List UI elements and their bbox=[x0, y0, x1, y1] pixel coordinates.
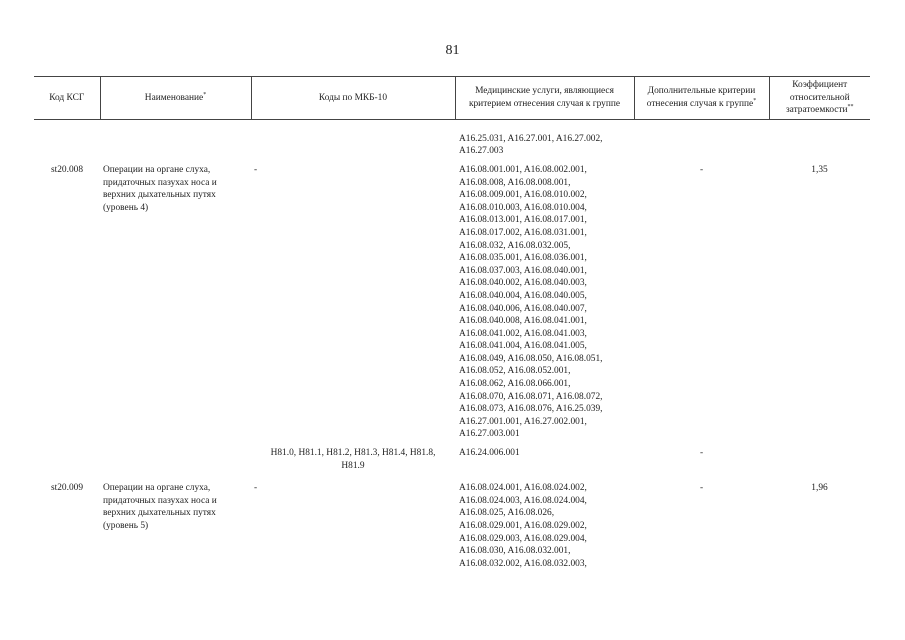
table-body bbox=[34, 119, 870, 570]
cell-name bbox=[100, 158, 251, 441]
table-row bbox=[34, 119, 870, 158]
cell-line: A16.08.035.001, A16.08.036.001, bbox=[459, 253, 587, 264]
ksg-table bbox=[34, 76, 870, 570]
cell-coefficient bbox=[769, 441, 870, 472]
cell-line: A16.08.040.004, A16.08.040.005, bbox=[459, 290, 587, 301]
header-mkb: Коды по МКБ-10 bbox=[251, 77, 455, 120]
cell-coefficient bbox=[769, 119, 870, 158]
cell-line: A16.08.032.002, A16.08.032.003, bbox=[459, 558, 587, 569]
cell-mkb bbox=[251, 119, 455, 158]
cell-mkb: - bbox=[254, 164, 258, 175]
cell-line: A16.08.073, A16.08.076, A16.25.039, bbox=[459, 404, 603, 415]
cell-extra-criteria: - bbox=[699, 483, 704, 494]
cell-line: A16.25.031, A16.27.001, A16.27.002, bbox=[459, 133, 603, 144]
cell-line: H81.9 bbox=[341, 460, 365, 471]
header-coefficient: Коэффициент относительной затратоемкости** bbox=[769, 77, 870, 120]
cell-line: A16.27.001.001, A16.27.002.001, bbox=[459, 416, 587, 427]
cell-extra-criteria: - bbox=[699, 448, 704, 459]
cell-code: st20.009 bbox=[50, 483, 84, 494]
cell-line: A16.08.052, A16.08.052.001, bbox=[459, 366, 571, 377]
cell-line: A16.27.003 bbox=[459, 146, 504, 157]
cell-mkb bbox=[251, 441, 455, 472]
cell-line: A16.08.040.002, A16.08.040.003, bbox=[459, 278, 587, 289]
cell-line: A16.08.040.008, A16.08.041.001, bbox=[459, 316, 587, 327]
page-number: 81 bbox=[445, 43, 460, 58]
table-header-row bbox=[34, 77, 870, 120]
cell-line: A16.08.029.001, A16.08.029.002, bbox=[459, 521, 587, 531]
cell-line: придаточных пазухах носа и bbox=[103, 177, 217, 188]
cell-line: A16.08.001.001, A16.08.002.001, bbox=[459, 164, 587, 175]
cell-services bbox=[455, 472, 634, 570]
cell-name bbox=[100, 472, 251, 570]
cell-line: верхних дыхательных путях bbox=[103, 508, 216, 519]
cell-coefficient: 1,96 bbox=[811, 483, 828, 494]
cell-line: A16.08.062, A16.08.066.001, bbox=[459, 379, 571, 390]
cell-code: st20.008 bbox=[50, 164, 84, 175]
header-extra-criteria: Дополнительные критерии отнесения случая к группе* bbox=[634, 77, 769, 120]
cell-code bbox=[34, 441, 100, 472]
cell-line: (уровень 4) bbox=[103, 202, 149, 213]
cell-line: A16.08.008, A16.08.008.001, bbox=[459, 177, 571, 188]
cell-line: придаточных пазухах носа и bbox=[103, 495, 217, 506]
table-row bbox=[34, 472, 870, 570]
cell-line: A16.27.003.001 bbox=[459, 429, 520, 440]
cell-line: A16.08.024.003, A16.08.024.004, bbox=[459, 495, 587, 506]
cell-line: A16.08.037.003, A16.08.040.001, bbox=[459, 265, 587, 276]
cell-line: A16.08.024.001, A16.08.024.002, bbox=[459, 483, 587, 494]
cell-line: A16.08.017.002, A16.08.031.001, bbox=[459, 227, 587, 238]
cell-mkb: - bbox=[254, 483, 258, 494]
cell-code bbox=[34, 119, 100, 158]
cell-line: A16.24.006.001 bbox=[459, 448, 520, 459]
cell-line: A16.08.025, A16.08.026, bbox=[459, 508, 555, 519]
table-row bbox=[34, 158, 870, 441]
cell-line: верхних дыхательных путях bbox=[103, 190, 216, 201]
cell-line: A16.08.030, A16.08.032.001, bbox=[459, 546, 571, 557]
cell-line: A16.08.049, A16.08.050, A16.08.051, bbox=[459, 353, 603, 364]
cell-coefficient: 1,35 bbox=[811, 164, 828, 175]
cell-line: A16.08.041.004, A16.08.041.005, bbox=[459, 341, 587, 352]
cell-line: A16.08.070, A16.08.071, A16.08.072, bbox=[459, 391, 603, 402]
cell-services bbox=[455, 158, 634, 441]
cell-line: (уровень 5) bbox=[103, 521, 149, 531]
cell-name bbox=[100, 441, 251, 472]
cell-line: A16.08.010.003, A16.08.010.004, bbox=[459, 202, 587, 213]
cell-name bbox=[100, 119, 251, 158]
cell-services bbox=[455, 441, 634, 472]
cell-line: Операции на органе слуха, bbox=[103, 483, 211, 494]
header-services: Медицинские услуги, являющиеся критерием отнесения случая к группе bbox=[455, 77, 634, 120]
header-name: Наименование* bbox=[100, 77, 251, 120]
cell-extra-criteria: - bbox=[699, 164, 704, 175]
header-code: Код КСГ bbox=[34, 77, 100, 120]
cell-line: Операции на органе слуха, bbox=[103, 164, 211, 175]
table-row bbox=[34, 441, 870, 472]
cell-services bbox=[455, 119, 634, 158]
cell-line: A16.08.029.003, A16.08.029.004, bbox=[459, 533, 587, 544]
cell-extra-criteria bbox=[634, 119, 769, 158]
cell-line: A16.08.040.006, A16.08.040.007, bbox=[459, 303, 587, 314]
cell-line: A16.08.013.001, A16.08.017.001, bbox=[459, 215, 587, 226]
cell-line: A16.08.032, A16.08.032.005, bbox=[459, 240, 571, 251]
cell-line: A16.08.009.001, A16.08.010.002, bbox=[459, 190, 587, 201]
cell-line: A16.08.041.002, A16.08.041.003, bbox=[459, 328, 587, 339]
cell-line: H81.0, H81.1, H81.2, H81.3, H81.4, H81.8, bbox=[270, 448, 436, 459]
